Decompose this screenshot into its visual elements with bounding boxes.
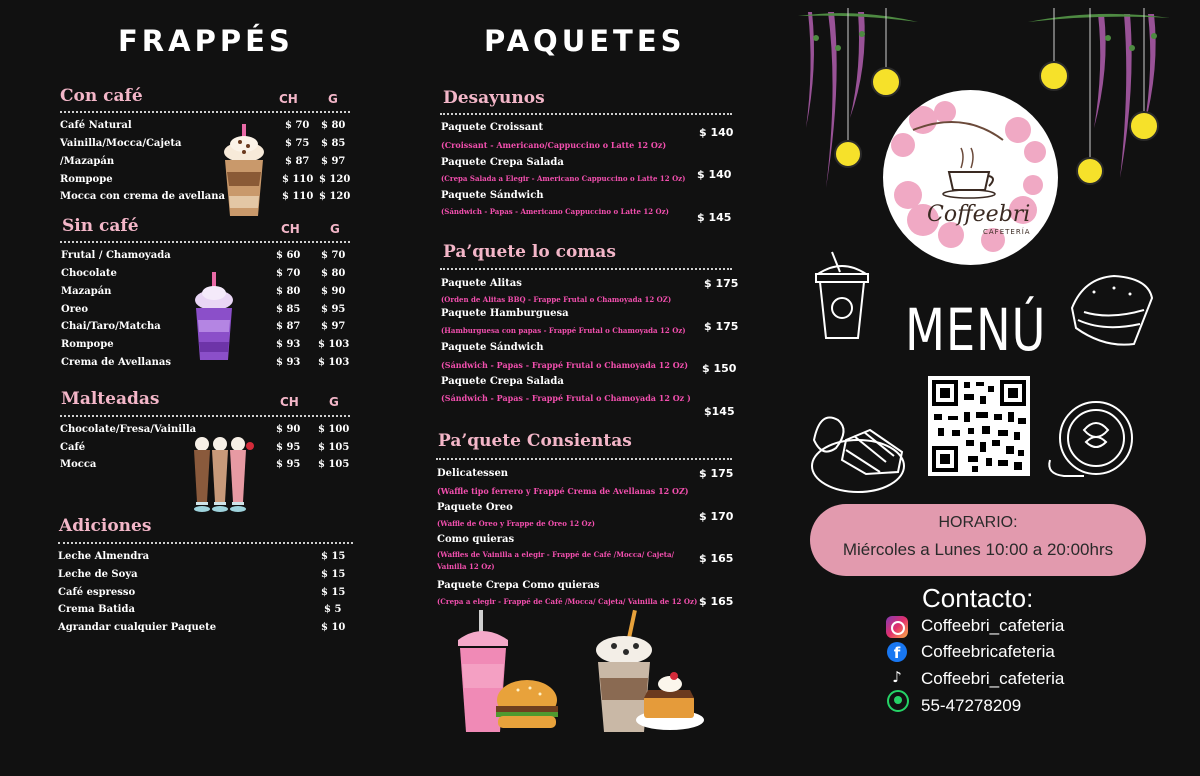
facebook-icon[interactable]: f — [887, 642, 907, 662]
menu-item-name: Agrandar cualquier Paquete — [58, 622, 217, 633]
menu-item-price-ch: $ 60 — [276, 250, 301, 261]
frappes-title: FRAPPÉS — [118, 24, 294, 58]
package-description: (Crepa Salada a Elegir - Americano Cappuccino o Latte 12 Oz) — [441, 174, 686, 183]
con-cafe-g-header: G — [328, 92, 338, 106]
menu-item-price-g: $ 95 — [321, 304, 346, 315]
package-description: (Crepa a elegir - Frappé de Café /Mocca/ Cajeta/ Vainilla de 12 Oz) — [437, 597, 698, 606]
menu-item-price-ch: $ 90 — [276, 424, 301, 435]
menu-item-price-ch: $ 75 — [285, 138, 310, 149]
menu-item-price-ch: $ 110 — [282, 174, 314, 185]
menu-item-price-ch: $ 110 — [282, 191, 314, 202]
divider — [440, 113, 732, 115]
menu-item-price-g: $ 105 — [318, 442, 350, 453]
tiktok-icon[interactable]: ♪ — [892, 668, 902, 686]
menu-item-price-ch: $ 70 — [276, 268, 301, 279]
adiciones-title: Adiciones — [59, 516, 152, 536]
menu-item-name: Chocolate/Fresa/Vainilla — [60, 424, 197, 435]
whatsapp-icon[interactable] — [887, 690, 909, 712]
menu-item-name: Café — [60, 442, 86, 453]
package-name: Paquete Hamburguesa — [441, 308, 569, 319]
menu-item-name: Vainilla/Mocca/Cajeta — [60, 138, 182, 149]
package-name: Paquete Crepa Como quieras — [437, 580, 600, 591]
latte-art-icon — [1044, 390, 1140, 486]
menu-item-name: Rompope — [60, 174, 113, 185]
package-description: (Waffles de Vainilla a elegir - Frappé de Café /Mocca/ Cajeta/ — [437, 550, 675, 559]
package-price: $145 — [704, 405, 735, 418]
horario-hours: Miércoles a Lunes 10:00 a 20:00hrs — [842, 540, 1114, 559]
package-price: $ 175 — [699, 467, 734, 480]
menu-item-name: /Mazapán — [60, 156, 115, 167]
coffee-frappe-illustration — [215, 122, 273, 220]
divider — [60, 415, 350, 417]
package-name: Paquete Crepa Salada — [441, 157, 564, 168]
menu-item-name: Chai/Taro/Matcha — [61, 321, 161, 332]
menu-item-price-ch: $ 87 — [276, 321, 301, 332]
menu-item-price-g: $ 70 — [321, 250, 346, 261]
menu-item-name: Mazapán — [61, 286, 112, 297]
paquetes-title: PAQUETES — [484, 24, 686, 58]
package-description: (Hamburguesa con papas - Frappé Frutal o Chamoyada 12 Oz) — [441, 326, 686, 335]
menu-item-price: $ 10 — [321, 622, 346, 633]
menu-item-name: Café Natural — [60, 120, 132, 131]
package-description: (Waffle de Oreo y Frappe de Oreo 12 Oz) — [437, 519, 595, 528]
package-name: Paquete Oreo — [437, 502, 513, 513]
brand-subtitle: CAFETERÍA — [983, 228, 1031, 236]
con-cafe-ch-header: CH — [279, 92, 298, 106]
menu-item-price-ch: $ 80 — [276, 286, 301, 297]
package-name: Paquete Croissant — [441, 122, 544, 133]
package-price: $ 140 — [699, 126, 734, 139]
package-name: Paquete Crepa Salada — [441, 376, 564, 387]
menu-item-price: $ 5 — [324, 604, 342, 615]
menu-item-price-g: $ 97 — [321, 156, 346, 167]
menu-item-name: Café espresso — [58, 587, 136, 598]
package-description: (Croissant - Americano/Cappuccino o Latte 12 Oz) — [441, 140, 667, 150]
menu-item-price-g: $ 80 — [321, 120, 346, 131]
package-price: $ 170 — [699, 510, 734, 523]
menu-item-price-ch: $ 70 — [285, 120, 310, 131]
package-price: $ 150 — [702, 362, 737, 375]
contacto-title: Contacto: — [922, 583, 1034, 613]
consientas-title: Pa’quete Consientas — [438, 431, 632, 451]
menu-item-price-g: $ 105 — [318, 459, 350, 470]
menu-item-price-g: $ 120 — [319, 191, 351, 202]
package-price: $ 165 — [699, 552, 734, 565]
menu-item-name: Oreo — [61, 304, 89, 315]
menu-title: MENÚ — [905, 296, 1047, 364]
cherry-blossom-icon — [883, 90, 1058, 265]
facebook-handle[interactable]: Coffeebricafeteria — [921, 642, 1055, 661]
malteadas-g-header: G — [329, 395, 339, 409]
divider — [436, 458, 732, 460]
package-name: Delicatessen — [437, 468, 509, 479]
package-description: (Sándwich - Papas - Frappé Frutal o Chamoyada 12 Oz ) — [441, 393, 691, 403]
whatsapp-number[interactable]: 55-47278209 — [921, 696, 1022, 715]
menu-item-name: Chocolate — [61, 268, 117, 279]
package-description: (Sándwich - Papas - Frappé Frutal o Chamoyada 12 Oz) — [441, 360, 688, 370]
waffle-icon — [806, 400, 916, 498]
comas-title: Pa’quete lo comas — [443, 242, 616, 262]
menu-item-name: Mocca con crema de avellana — [60, 191, 225, 202]
menu-item-price: $ 15 — [321, 569, 346, 580]
menu-item-price-g: $ 100 — [318, 424, 350, 435]
instagram-handle[interactable]: Coffeebri_cafeteria — [921, 616, 1065, 635]
package-name: Paquete Sándwich — [441, 190, 544, 201]
horario-badge — [810, 504, 1146, 576]
package-name: Paquete Alitas — [441, 278, 522, 289]
divider — [60, 241, 350, 243]
menu-item-name: Leche Almendra — [58, 551, 150, 562]
menu-item-name: Frutal / Chamoyada — [61, 250, 171, 261]
instagram-icon[interactable] — [886, 616, 908, 638]
menu-item-price-ch: $ 93 — [276, 339, 301, 350]
menu-item-name: Rompope — [61, 339, 114, 350]
sin-cafe-g-header: G — [330, 222, 340, 236]
package-price: $ 165 — [699, 595, 734, 608]
con-cafe-title: Con café — [60, 86, 143, 106]
brand-logo — [883, 90, 1058, 265]
package-name: Paquete Sándwich — [441, 342, 544, 353]
horario-label: HORARIO: — [938, 514, 1018, 531]
divider — [58, 542, 353, 544]
divider — [60, 111, 350, 113]
package-price: $ 175 — [704, 277, 739, 290]
menu-item-price-ch: $ 87 — [285, 156, 310, 167]
brand-name: Coffeebri — [927, 202, 1031, 227]
desayunos-title: Desayunos — [443, 88, 545, 108]
malteadas-ch-header: CH — [280, 395, 299, 409]
package-price: $ 145 — [697, 211, 732, 224]
menu-item-price: $ 15 — [321, 587, 346, 598]
menu-item-price-ch: $ 93 — [276, 357, 301, 368]
malteadas-title: Malteadas — [61, 389, 160, 409]
oreo-frappe-waffle-illustration — [592, 608, 708, 736]
package-description: (Orden de Alitas BBQ - Frappe Frutal o Chamoyada 12 OZ) — [441, 295, 672, 304]
menu-item-price-g: $ 90 — [321, 286, 346, 297]
menu-item-name: Crema de Avellanas — [61, 357, 171, 368]
menu-item-price-g: $ 103 — [318, 357, 350, 368]
menu-item-price-g: $ 80 — [321, 268, 346, 279]
menu-item-name: Crema Batida — [58, 604, 135, 615]
tiktok-handle[interactable]: Coffeebri_cafeteria — [921, 669, 1065, 688]
divider — [440, 268, 732, 270]
package-price: $ 140 — [697, 168, 732, 181]
qr-code[interactable] — [928, 376, 1030, 476]
sandwich-icon — [1064, 268, 1156, 352]
menu-item-price-g: $ 97 — [321, 321, 346, 332]
menu-item-price-ch: $ 95 — [276, 442, 301, 453]
sin-cafe-ch-header: CH — [281, 222, 300, 236]
package-price: $ 175 — [704, 320, 739, 333]
iced-drink-icon — [806, 250, 878, 342]
qr-code-icon — [928, 376, 1030, 476]
menu-item-name: Leche de Soya — [58, 569, 138, 580]
menu-item-price-ch: $ 95 — [276, 459, 301, 470]
milkshakes-illustration — [190, 432, 260, 514]
taro-frappe-illustration — [188, 272, 240, 362]
menu-item-price-g: $ 103 — [318, 339, 350, 350]
package-description-line2: Vainilla 12 Oz) — [437, 562, 495, 571]
menu-item-price-g: $ 120 — [319, 174, 351, 185]
menu-item-price: $ 15 — [321, 551, 346, 562]
sin-cafe-title: Sin café — [62, 216, 139, 236]
menu-item-price-ch: $ 85 — [276, 304, 301, 315]
frappe-burger-illustration — [452, 608, 562, 736]
menu-item-name: Mocca — [60, 459, 97, 470]
menu-item-price-g: $ 85 — [321, 138, 346, 149]
package-description: (Waffle tipo ferrero y Frappé Crema de Avellanas 12 OZ) — [437, 486, 689, 496]
package-description: (Sándwich - Papas - Americano Cappuccino o Latte 12 Oz) — [441, 207, 669, 216]
package-name: Como quieras — [437, 534, 515, 545]
